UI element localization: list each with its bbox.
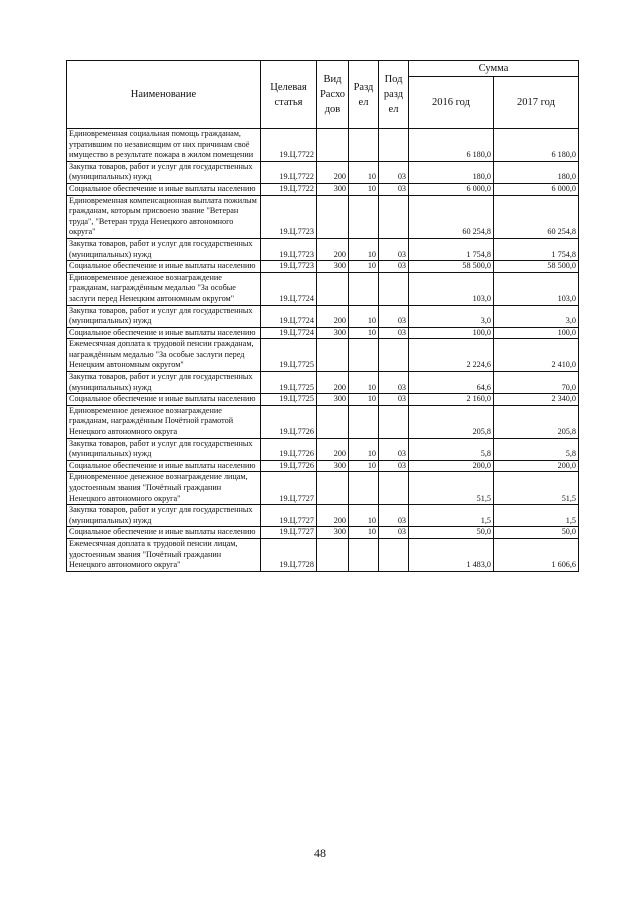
table-row bbox=[67, 538, 579, 571]
row-subsection: 03 bbox=[379, 238, 409, 260]
row-expense-type: 200 bbox=[317, 238, 349, 260]
row-target-code: 19.Ц.7722 bbox=[261, 183, 317, 195]
row-subsection: 03 bbox=[379, 460, 409, 472]
row-sum-2016: 60 254,8 bbox=[409, 195, 494, 238]
row-sum-2017: 51,5 bbox=[494, 472, 579, 505]
header-razdel: Разд ел bbox=[349, 61, 379, 129]
row-name: Единовременное денежное вознаграждение гражданам, награждённым медалью "За особые заслуги перед Ненецким автономным округом" bbox=[67, 272, 261, 305]
row-subsection: 03 bbox=[379, 527, 409, 539]
row-expense-type bbox=[317, 405, 349, 438]
row-expense-type: 300 bbox=[317, 394, 349, 406]
row-section: 10 bbox=[349, 183, 379, 195]
row-subsection: 03 bbox=[379, 372, 409, 394]
row-target-code: 19.Ц.7727 bbox=[261, 472, 317, 505]
row-expense-type: 300 bbox=[317, 460, 349, 472]
row-sum-2016: 2 224,6 bbox=[409, 339, 494, 372]
row-sum-2017: 200,0 bbox=[494, 460, 579, 472]
row-name: Закупка товаров, работ и услуг для государственных (муниципальных) нужд bbox=[67, 372, 261, 394]
row-target-code: 19.Ц.7723 bbox=[261, 261, 317, 273]
row-sum-2017: 100,0 bbox=[494, 327, 579, 339]
row-section: 10 bbox=[349, 438, 379, 460]
row-sum-2017: 2 340,0 bbox=[494, 394, 579, 406]
row-target-code: 19.Ц.7725 bbox=[261, 372, 317, 394]
page-number: 48 bbox=[314, 846, 326, 860]
row-sum-2016: 100,0 bbox=[409, 327, 494, 339]
row-sum-2017: 1 754,8 bbox=[494, 238, 579, 260]
row-name: Социальное обеспечение и иные выплаты населению bbox=[67, 527, 261, 539]
row-expense-type: 200 bbox=[317, 305, 349, 327]
row-name: Закупка товаров, работ и услуг для государственных (муниципальных) нужд bbox=[67, 161, 261, 183]
row-sum-2016: 1 483,0 bbox=[409, 538, 494, 571]
row-expense-type bbox=[317, 538, 349, 571]
row-target-code: 19.Ц.7722 bbox=[261, 129, 317, 162]
row-expense-type bbox=[317, 129, 349, 162]
row-target-code: 19.Ц.7724 bbox=[261, 305, 317, 327]
row-section bbox=[349, 339, 379, 372]
row-target-code: 19.Ц.7725 bbox=[261, 394, 317, 406]
row-section: 10 bbox=[349, 238, 379, 260]
row-section: 10 bbox=[349, 505, 379, 527]
budget-table bbox=[66, 60, 579, 572]
row-section: 10 bbox=[349, 327, 379, 339]
table-row bbox=[67, 527, 579, 539]
row-sum-2017: 6 000,0 bbox=[494, 183, 579, 195]
row-sum-2017: 180,0 bbox=[494, 161, 579, 183]
row-section: 10 bbox=[349, 394, 379, 406]
row-subsection bbox=[379, 538, 409, 571]
header-year-2016: 2016 год bbox=[409, 77, 494, 129]
row-expense-type: 200 bbox=[317, 161, 349, 183]
row-expense-type bbox=[317, 195, 349, 238]
row-sum-2017: 205,8 bbox=[494, 405, 579, 438]
table-row bbox=[67, 372, 579, 394]
table-row bbox=[67, 472, 579, 505]
row-subsection: 03 bbox=[379, 505, 409, 527]
table-header bbox=[67, 61, 579, 129]
row-name: Единовременное денежное вознаграждение гражданам, награждённым Почётной грамотой Ненецкого автономного округа bbox=[67, 405, 261, 438]
table-row bbox=[67, 460, 579, 472]
table-row bbox=[67, 405, 579, 438]
row-subsection bbox=[379, 472, 409, 505]
row-sum-2017: 5,8 bbox=[494, 438, 579, 460]
row-expense-type: 200 bbox=[317, 372, 349, 394]
row-section: 10 bbox=[349, 460, 379, 472]
row-section: 10 bbox=[349, 305, 379, 327]
row-sum-2017: 60 254,8 bbox=[494, 195, 579, 238]
row-name: Ежемесячная доплата к трудовой пенсии гражданам, награждённым медалью "За особые заслуги перед Ненецким автономным округом" bbox=[67, 339, 261, 372]
row-subsection: 03 bbox=[379, 394, 409, 406]
row-sum-2016: 205,8 bbox=[409, 405, 494, 438]
row-expense-type: 300 bbox=[317, 183, 349, 195]
header-name: Наименование bbox=[67, 61, 261, 129]
row-target-code: 19.Ц.7726 bbox=[261, 460, 317, 472]
row-sum-2016: 6 000,0 bbox=[409, 183, 494, 195]
row-subsection: 03 bbox=[379, 183, 409, 195]
row-name: Единовременная социальная помощь гражданам, утратившим по независящим от них причинам своё имущество в результате пожара в жилом помещении bbox=[67, 129, 261, 162]
row-sum-2016: 1,5 bbox=[409, 505, 494, 527]
header-vid: Вид Расхо дов bbox=[317, 61, 349, 129]
row-sum-2016: 1 754,8 bbox=[409, 238, 494, 260]
row-section bbox=[349, 129, 379, 162]
row-name: Закупка товаров, работ и услуг для государственных (муниципальных) нужд bbox=[67, 438, 261, 460]
row-sum-2016: 103,0 bbox=[409, 272, 494, 305]
row-name: Социальное обеспечение и иные выплаты населению bbox=[67, 327, 261, 339]
row-name: Социальное обеспечение и иные выплаты населению bbox=[67, 261, 261, 273]
table-row bbox=[67, 161, 579, 183]
row-sum-2016: 64,6 bbox=[409, 372, 494, 394]
row-target-code: 19.Ц.7723 bbox=[261, 238, 317, 260]
row-sum-2017: 1 606,6 bbox=[494, 538, 579, 571]
row-expense-type: 300 bbox=[317, 261, 349, 273]
row-sum-2016: 2 160,0 bbox=[409, 394, 494, 406]
row-expense-type bbox=[317, 272, 349, 305]
row-sum-2017: 1,5 bbox=[494, 505, 579, 527]
table-row bbox=[67, 129, 579, 162]
row-subsection bbox=[379, 129, 409, 162]
table-body bbox=[67, 129, 579, 572]
row-expense-type: 300 bbox=[317, 527, 349, 539]
header-code: Целевая статья bbox=[261, 61, 317, 129]
row-target-code: 19.Ц.7727 bbox=[261, 527, 317, 539]
row-name: Ежемесячная доплата к трудовой пенсии лицам, удостоенным звания "Почётный гражданин Ненецкого автономного округа" bbox=[67, 538, 261, 571]
row-subsection: 03 bbox=[379, 161, 409, 183]
table-row bbox=[67, 339, 579, 372]
table-row bbox=[67, 238, 579, 260]
row-section bbox=[349, 272, 379, 305]
row-name: Закупка товаров, работ и услуг для государственных (муниципальных) нужд bbox=[67, 305, 261, 327]
table-row bbox=[67, 195, 579, 238]
row-sum-2016: 58 500,0 bbox=[409, 261, 494, 273]
table-row bbox=[67, 183, 579, 195]
row-expense-type: 200 bbox=[317, 505, 349, 527]
row-subsection: 03 bbox=[379, 438, 409, 460]
table-row bbox=[67, 394, 579, 406]
table-row bbox=[67, 261, 579, 273]
row-section: 10 bbox=[349, 261, 379, 273]
row-sum-2017: 6 180,0 bbox=[494, 129, 579, 162]
row-section: 10 bbox=[349, 527, 379, 539]
row-sum-2016: 6 180,0 bbox=[409, 129, 494, 162]
table-row bbox=[67, 327, 579, 339]
row-target-code: 19.Ц.7723 bbox=[261, 195, 317, 238]
row-name: Закупка товаров, работ и услуг для государственных (муниципальных) нужд bbox=[67, 505, 261, 527]
row-section: 10 bbox=[349, 161, 379, 183]
row-section bbox=[349, 405, 379, 438]
row-sum-2017: 2 410,0 bbox=[494, 339, 579, 372]
row-subsection: 03 bbox=[379, 327, 409, 339]
row-sum-2016: 5,8 bbox=[409, 438, 494, 460]
row-subsection: 03 bbox=[379, 261, 409, 273]
row-sum-2016: 3,0 bbox=[409, 305, 494, 327]
table-row bbox=[67, 505, 579, 527]
row-subsection bbox=[379, 195, 409, 238]
row-name: Социальное обеспечение и иные выплаты населению bbox=[67, 183, 261, 195]
row-sum-2017: 50,0 bbox=[494, 527, 579, 539]
row-target-code: 19.Ц.7724 bbox=[261, 327, 317, 339]
row-target-code: 19.Ц.7728 bbox=[261, 538, 317, 571]
row-sum-2016: 200,0 bbox=[409, 460, 494, 472]
table-row bbox=[67, 305, 579, 327]
row-sum-2017: 70,0 bbox=[494, 372, 579, 394]
header-year-2017: 2017 год bbox=[494, 77, 579, 129]
row-section bbox=[349, 195, 379, 238]
row-name: Закупка товаров, работ и услуг для государственных (муниципальных) нужд bbox=[67, 238, 261, 260]
row-target-code: 19.Ц.7726 bbox=[261, 438, 317, 460]
row-subsection bbox=[379, 339, 409, 372]
row-expense-type: 200 bbox=[317, 438, 349, 460]
table-row bbox=[67, 438, 579, 460]
header-podrazdel: Под разд ел bbox=[379, 61, 409, 129]
row-target-code: 19.Ц.7725 bbox=[261, 339, 317, 372]
row-subsection bbox=[379, 405, 409, 438]
row-expense-type bbox=[317, 472, 349, 505]
row-section: 10 bbox=[349, 372, 379, 394]
row-subsection: 03 bbox=[379, 305, 409, 327]
header-summa: Сумма bbox=[409, 61, 579, 77]
row-sum-2016: 51,5 bbox=[409, 472, 494, 505]
row-sum-2017: 103,0 bbox=[494, 272, 579, 305]
row-section bbox=[349, 538, 379, 571]
row-sum-2017: 58 500,0 bbox=[494, 261, 579, 273]
row-target-code: 19.Ц.7727 bbox=[261, 505, 317, 527]
row-target-code: 19.Ц.7726 bbox=[261, 405, 317, 438]
row-subsection bbox=[379, 272, 409, 305]
row-target-code: 19.Ц.7724 bbox=[261, 272, 317, 305]
row-name: Единовременное денежное вознаграждение лицам, удостоенным звания "Почётный гражданин Ненецкого автономного округа" bbox=[67, 472, 261, 505]
row-sum-2016: 50,0 bbox=[409, 527, 494, 539]
row-expense-type bbox=[317, 339, 349, 372]
row-name: Единовременная компенсационная выплата пожилым гражданам, которым присвоено звание "Ветеран труда", "Ветеран труда Ненецкого автономного округа" bbox=[67, 195, 261, 238]
row-name: Социальное обеспечение и иные выплаты населению bbox=[67, 460, 261, 472]
row-sum-2017: 3,0 bbox=[494, 305, 579, 327]
row-target-code: 19.Ц.7722 bbox=[261, 161, 317, 183]
row-section bbox=[349, 472, 379, 505]
row-expense-type: 300 bbox=[317, 327, 349, 339]
row-name: Социальное обеспечение и иные выплаты населению bbox=[67, 394, 261, 406]
row-sum-2016: 180,0 bbox=[409, 161, 494, 183]
table-row bbox=[67, 272, 579, 305]
